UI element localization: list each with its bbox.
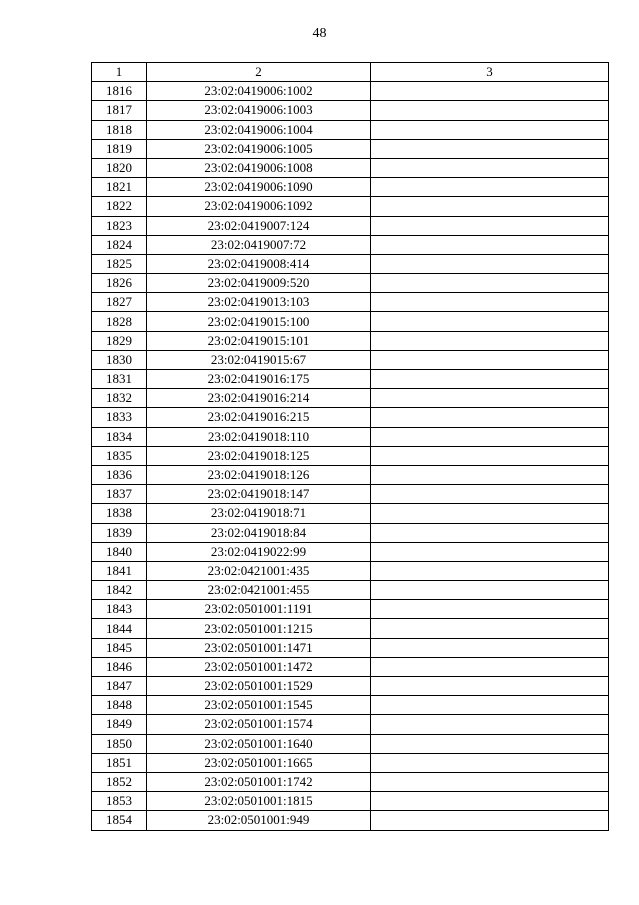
row-number-cell: 1826: [92, 274, 147, 293]
note-cell: [371, 734, 609, 753]
table-row: [92, 753, 609, 772]
note-cell: [371, 600, 609, 619]
row-number-cell: 1850: [92, 734, 147, 753]
cadastral-number-cell: 23:02:0501001:1529: [147, 677, 371, 696]
row-number-cell: 1831: [92, 370, 147, 389]
table-row: [92, 638, 609, 657]
note-cell: [371, 389, 609, 408]
row-number-cell: 1838: [92, 504, 147, 523]
row-number-cell: 1849: [92, 715, 147, 734]
note-cell: [371, 120, 609, 139]
cadastral-number-cell: 23:02:0501001:1545: [147, 696, 371, 715]
table-row: [92, 293, 609, 312]
table-row: [92, 446, 609, 465]
table-header-row: [92, 63, 609, 82]
note-cell: [371, 792, 609, 811]
cadastral-number-cell: 23:02:0421001:435: [147, 561, 371, 580]
cadastral-number-cell: 23:02:0419006:1008: [147, 158, 371, 177]
table-row: [92, 811, 609, 830]
note-cell: [371, 485, 609, 504]
note-cell: [371, 427, 609, 446]
note-cell: [371, 772, 609, 791]
row-number-cell: 1840: [92, 542, 147, 561]
table-row: [92, 427, 609, 446]
table-row: [92, 600, 609, 619]
row-number-cell: 1848: [92, 696, 147, 715]
row-number-cell: 1818: [92, 120, 147, 139]
cadastral-number-cell: 23:02:0421001:455: [147, 581, 371, 600]
note-cell: [371, 178, 609, 197]
row-number-cell: 1825: [92, 254, 147, 273]
table-row: [92, 465, 609, 484]
table-row: [92, 734, 609, 753]
row-number-cell: 1832: [92, 389, 147, 408]
cadastral-number-cell: 23:02:0419015:101: [147, 331, 371, 350]
cadastral-number-cell: 23:02:0419016:214: [147, 389, 371, 408]
table-row: [92, 197, 609, 216]
note-cell: [371, 235, 609, 254]
cadastral-number-cell: 23:02:0419006:1002: [147, 82, 371, 101]
table-row: [92, 331, 609, 350]
cadastral-number-cell: 23:02:0419022:99: [147, 542, 371, 561]
table-row: [92, 542, 609, 561]
note-cell: [371, 216, 609, 235]
row-number-cell: 1854: [92, 811, 147, 830]
note-cell: [371, 101, 609, 120]
note-cell: [371, 158, 609, 177]
table-row: [92, 696, 609, 715]
note-cell: [371, 504, 609, 523]
row-number-cell: 1820: [92, 158, 147, 177]
note-cell: [371, 408, 609, 427]
cadastral-number-cell: 23:02:0419006:1005: [147, 139, 371, 158]
note-cell: [371, 254, 609, 273]
table-row: [92, 408, 609, 427]
row-number-cell: 1837: [92, 485, 147, 504]
table-row: [92, 312, 609, 331]
note-cell: [371, 465, 609, 484]
row-number-cell: 1847: [92, 677, 147, 696]
cadastral-number-cell: 23:02:0501001:1472: [147, 657, 371, 676]
note-cell: [371, 638, 609, 657]
cadastral-number-cell: 23:02:0419015:67: [147, 350, 371, 369]
table-row: [92, 389, 609, 408]
note-cell: [371, 312, 609, 331]
row-number-cell: 1835: [92, 446, 147, 465]
note-cell: [371, 82, 609, 101]
row-number-cell: 1836: [92, 465, 147, 484]
row-number-cell: 1822: [92, 197, 147, 216]
table-row: [92, 561, 609, 580]
row-number-cell: 1828: [92, 312, 147, 331]
page-number: 48: [312, 26, 327, 41]
row-number-cell: 1819: [92, 139, 147, 158]
cadastral-number-cell: 23:02:0419007:72: [147, 235, 371, 254]
row-number-cell: 1824: [92, 235, 147, 254]
cadastral-number-cell: 23:02:0419015:100: [147, 312, 371, 331]
note-cell: [371, 811, 609, 830]
cadastral-number-cell: 23:02:0419006:1004: [147, 120, 371, 139]
cadastral-number-cell: 23:02:0419006:1092: [147, 197, 371, 216]
note-cell: [371, 293, 609, 312]
table-row: [92, 82, 609, 101]
note-cell: [371, 581, 609, 600]
cadastral-table: [91, 62, 609, 831]
table-row: [92, 715, 609, 734]
table-row: [92, 657, 609, 676]
cadastral-number-cell: 23:02:0419009:520: [147, 274, 371, 293]
table-row: [92, 216, 609, 235]
column-header-1: 1: [92, 63, 147, 82]
row-number-cell: 1841: [92, 561, 147, 580]
note-cell: [371, 715, 609, 734]
cadastral-number-cell: 23:02:0419018:110: [147, 427, 371, 446]
table-row: [92, 619, 609, 638]
cadastral-number-cell: 23:02:0419018:126: [147, 465, 371, 484]
note-cell: [371, 523, 609, 542]
table-row: [92, 120, 609, 139]
table-row: [92, 101, 609, 120]
note-cell: [371, 696, 609, 715]
cadastral-number-cell: 23:02:0501001:1574: [147, 715, 371, 734]
row-number-cell: 1852: [92, 772, 147, 791]
note-cell: [371, 197, 609, 216]
cadastral-number-cell: 23:02:0419007:124: [147, 216, 371, 235]
cadastral-number-cell: 23:02:0419018:71: [147, 504, 371, 523]
note-cell: [371, 619, 609, 638]
table-row: [92, 523, 609, 542]
row-number-cell: 1851: [92, 753, 147, 772]
note-cell: [371, 274, 609, 293]
row-number-cell: 1834: [92, 427, 147, 446]
table-row: [92, 235, 609, 254]
note-cell: [371, 677, 609, 696]
row-number-cell: 1842: [92, 581, 147, 600]
note-cell: [371, 370, 609, 389]
column-header-3: 3: [371, 63, 609, 82]
row-number-cell: 1816: [92, 82, 147, 101]
note-cell: [371, 753, 609, 772]
cadastral-number-cell: 23:02:0419008:414: [147, 254, 371, 273]
row-number-cell: 1839: [92, 523, 147, 542]
cadastral-number-cell: 23:02:0501001:1215: [147, 619, 371, 638]
cadastral-number-cell: 23:02:0501001:1665: [147, 753, 371, 772]
table-row: [92, 178, 609, 197]
note-cell: [371, 139, 609, 158]
row-number-cell: 1817: [92, 101, 147, 120]
note-cell: [371, 542, 609, 561]
cadastral-number-cell: 23:02:0419013:103: [147, 293, 371, 312]
note-cell: [371, 446, 609, 465]
row-number-cell: 1829: [92, 331, 147, 350]
cadastral-number-cell: 23:02:0419016:175: [147, 370, 371, 389]
table-row: [92, 581, 609, 600]
note-cell: [371, 561, 609, 580]
table-row: [92, 504, 609, 523]
cadastral-number-cell: 23:02:0419018:147: [147, 485, 371, 504]
table-row: [92, 485, 609, 504]
row-number-cell: 1845: [92, 638, 147, 657]
row-number-cell: 1853: [92, 792, 147, 811]
cadastral-number-cell: 23:02:0501001:949: [147, 811, 371, 830]
cadastral-number-cell: 23:02:0419016:215: [147, 408, 371, 427]
table-row: [92, 350, 609, 369]
row-number-cell: 1830: [92, 350, 147, 369]
table-row: [92, 274, 609, 293]
note-cell: [371, 331, 609, 350]
cadastral-number-cell: 23:02:0501001:1191: [147, 600, 371, 619]
note-cell: [371, 350, 609, 369]
table-body: [92, 82, 609, 830]
table-row: [92, 772, 609, 791]
row-number-cell: 1833: [92, 408, 147, 427]
cadastral-number-cell: 23:02:0501001:1815: [147, 792, 371, 811]
cadastral-number-cell: 23:02:0501001:1471: [147, 638, 371, 657]
table-row: [92, 792, 609, 811]
cadastral-number-cell: 23:02:0419018:84: [147, 523, 371, 542]
row-number-cell: 1823: [92, 216, 147, 235]
table-row: [92, 677, 609, 696]
note-cell: [371, 657, 609, 676]
cadastral-number-cell: 23:02:0501001:1640: [147, 734, 371, 753]
table-row: [92, 158, 609, 177]
table-row: [92, 139, 609, 158]
row-number-cell: 1843: [92, 600, 147, 619]
cadastral-number-cell: 23:02:0419018:125: [147, 446, 371, 465]
cadastral-number-cell: 23:02:0419006:1090: [147, 178, 371, 197]
table-row: [92, 254, 609, 273]
row-number-cell: 1821: [92, 178, 147, 197]
table-row: [92, 370, 609, 389]
row-number-cell: 1827: [92, 293, 147, 312]
cadastral-number-cell: 23:02:0501001:1742: [147, 772, 371, 791]
column-header-2: 2: [147, 63, 371, 82]
cadastral-number-cell: 23:02:0419006:1003: [147, 101, 371, 120]
row-number-cell: 1844: [92, 619, 147, 638]
row-number-cell: 1846: [92, 657, 147, 676]
